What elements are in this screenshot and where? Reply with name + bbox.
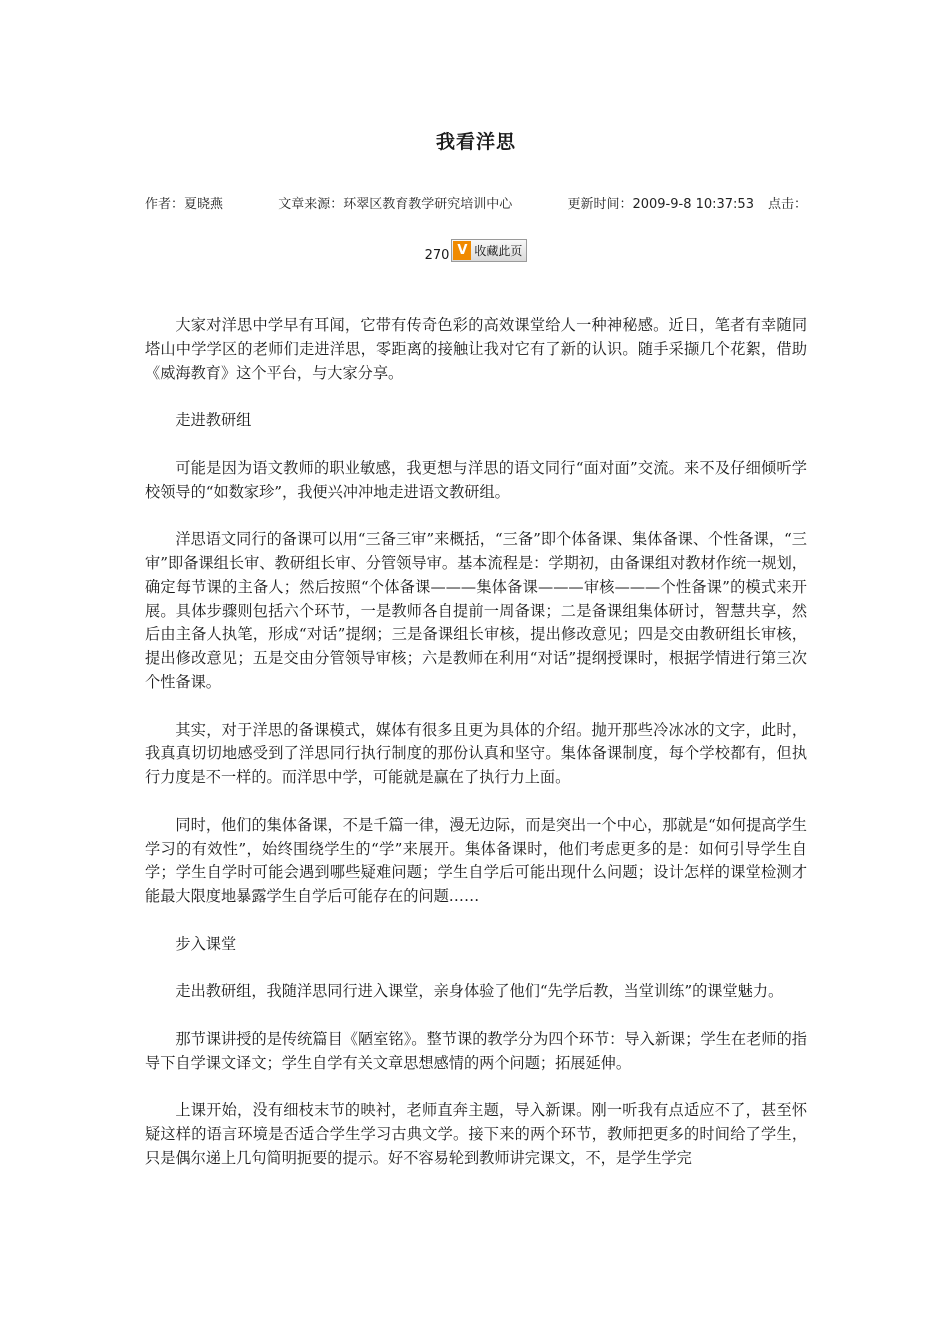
paragraph: 同时，他们的集体备课，不是千篇一律，漫无边际，而是突出一个中心，那就是“如何提高学生学习的有效性”，始终围绕学生的“学”来展开。集体备课时，他们考虑更多的是：如何引导学生自学；学生自学时可能会遇到哪些疑难问题；学生自学后可能出现什么问题；设计怎样的课堂检测才能最大限度地暴露学生自学后可能存在的问题…… bbox=[145, 815, 807, 906]
paragraph: 上课开始，没有细枝末节的映衬，老师直奔主题，导入新课。刚一听我有点适应不了，甚至怀疑这样的语言环境是否适合学生学习古典文学。接下来的两个环节，教师把更多的时间给了学生，只是偶尔递上几句简明扼要的提示。好不容易轮到教师讲完课文，不，是学生学完 bbox=[145, 1101, 807, 1167]
article-body bbox=[145, 314, 807, 1194]
paragraph: 其实，对于洋思的备课模式，媒体有很多且更为具体的介绍。抛开那些冷冰冰的文字，此时，我真真切切地感受到了洋思同行执行制度的那份认真和坚守。集体备课制度，每个学校都有，但执行力度是不一样的。而洋思中学，可能就是赢在了执行力上面。 bbox=[145, 720, 807, 787]
source-info: 文章来源：环翠区教育教学研究培训中心 bbox=[278, 197, 513, 212]
paragraph: 可能是因为语文教师的职业敏感，我更想与洋思的语文同行“面对面”交流。来不及仔细倾听学校领导的“如数家珍”，我便兴冲冲地走进语文教研组。 bbox=[145, 458, 807, 501]
author-name: 夏晓燕 bbox=[184, 197, 224, 212]
section-heading: 走进教研组 bbox=[175, 411, 252, 430]
paragraph: 那节课讲授的是传统篇目《陋室铭》。整节课的教学分为四个环节：导入新课；学生在老师的指导下自学课文译文；学生自学有关文章思想感情的两个问题；拓展延伸。 bbox=[145, 1029, 807, 1072]
hits-row bbox=[145, 239, 807, 262]
section-heading: 步入课堂 bbox=[175, 934, 237, 953]
author-info: 作者：夏晓燕 bbox=[145, 197, 224, 212]
hits-label: 点击： bbox=[767, 197, 807, 212]
hits-count: 270 bbox=[424, 248, 450, 263]
update-time: 2009-9-8 10:37:53 bbox=[632, 197, 754, 212]
paragraph: 走出教研组，我随洋思同行进入课堂，亲身体验了他们“先学后教，当堂训练”的课堂魅力。 bbox=[175, 982, 784, 1001]
bookmark-page-label: 收藏此页 bbox=[474, 244, 523, 258]
source-name: 环翠区教育教学研究培训中心 bbox=[343, 197, 513, 212]
paragraph: 洋思语文同行的备课可以用“三备三审”来概括，“三备”即个体备课、集体备课、个性备课，“三审”即备课组长审、教研组长审、分管领导审。基本流程是：学期初，由备课组对教材作统一规划，确定每节课的主备人；然后按照“个体备课———集体备课———审核———个性备课”的模式来开展。具体步骤则包括六个环节，一是教师各自提前一周备课；二是备课组集体研讨，智慧共享，然后由主备人执笔，形成“对话”提纲；三是备课组长审核，提出修改意见；四是交由教研组长审核，提出修改意见；五是交由分管领导审核；六是教师在利用“对话”提纲授课时，根据学情进行第三次个性备课。 bbox=[145, 530, 807, 691]
article-meta bbox=[145, 193, 807, 212]
article-title: 我看洋思 bbox=[435, 131, 516, 153]
update-info: 更新时间：2009-9-8 10:37:53 点击： bbox=[567, 197, 807, 212]
favorite-v-icon: V bbox=[453, 241, 471, 260]
bookmark-page-button[interactable] bbox=[451, 239, 527, 262]
paragraph: 大家对洋思中学早有耳闻，它带有传奇色彩的高效课堂给人一种神秘感。近日，笔者有幸随同塔山中学学区的老师们走进洋思，零距离的接触让我对它有了新的认识。随手采撷几个花絮，借助《威海教育》这个平台，与大家分享。 bbox=[145, 316, 807, 382]
